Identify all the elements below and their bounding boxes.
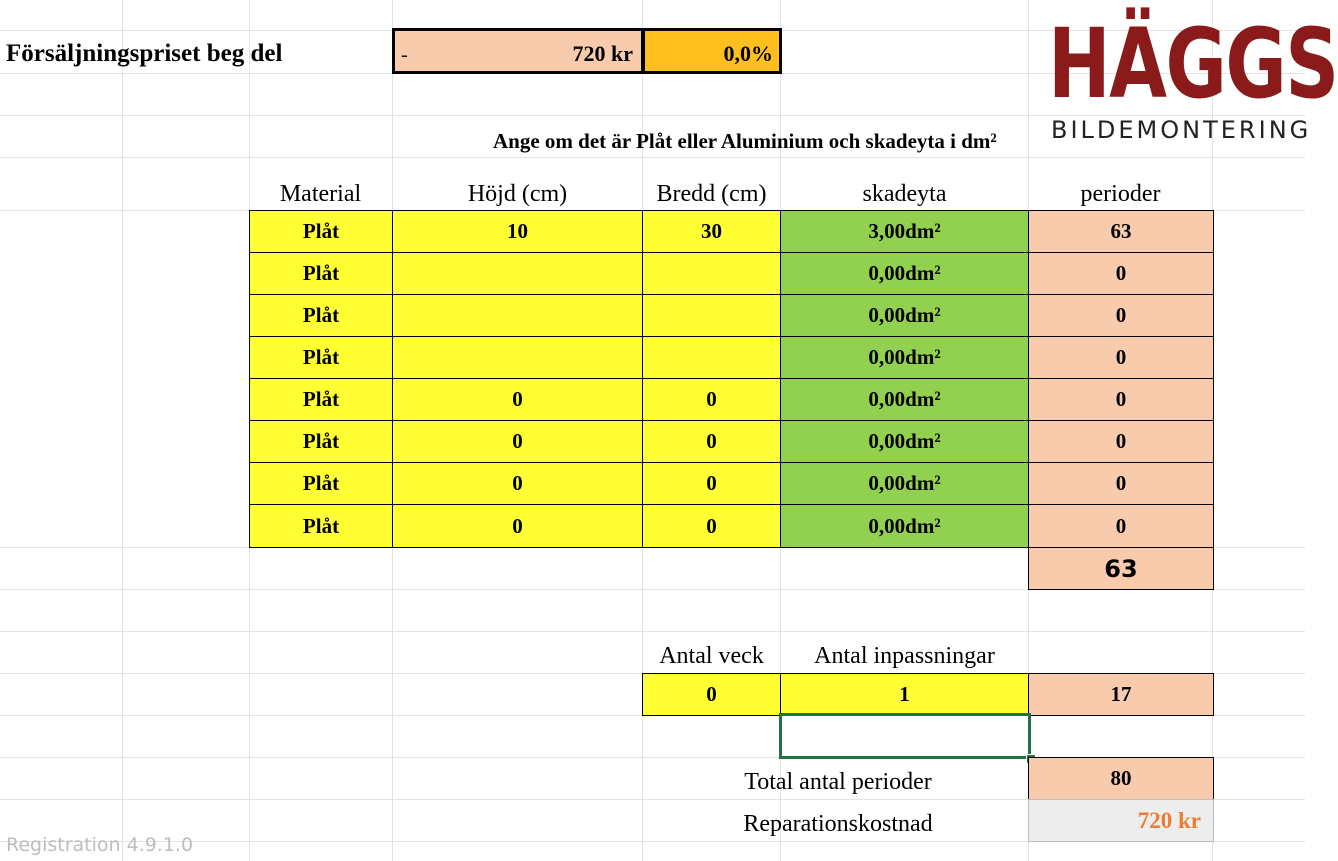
- perioder-cell: 0: [1028, 504, 1214, 548]
- haggs-logo: [1048, 8, 1338, 144]
- perioder-cell: 0: [1028, 252, 1214, 295]
- bredd-cell[interactable]: 0: [642, 504, 781, 548]
- perioder-cell: 0: [1028, 336, 1214, 379]
- price-value: 720 kr: [572, 41, 633, 66]
- skadeyta-cell: 0,00dm²: [780, 378, 1029, 421]
- bredd-cell[interactable]: 30: [642, 210, 781, 253]
- header-hojd: Höjd (cm): [467, 180, 568, 207]
- header-bredd: Bredd (cm): [656, 180, 767, 207]
- folds-perioder-cell: 17: [1028, 673, 1214, 716]
- bredd-cell[interactable]: 0: [642, 420, 781, 463]
- total-perioder-value: 80: [1028, 757, 1214, 800]
- bredd-cell[interactable]: 0: [642, 462, 781, 505]
- logo-subtitle: BILDEMONTERING: [1051, 116, 1312, 144]
- material-cell[interactable]: Plåt: [249, 252, 393, 295]
- logo-brand: HÄGGS: [1048, 8, 1338, 120]
- registration-version: Registration 4.9.1.0: [6, 834, 194, 856]
- price-prefix: -: [401, 44, 408, 66]
- skadeyta-cell: 0,00dm²: [780, 294, 1029, 337]
- bredd-cell[interactable]: 0: [642, 378, 781, 421]
- instruction-text: Ange om det är Plåt eller Aluminium och skadeyta i dm²: [493, 129, 997, 153]
- antal-veck-cell[interactable]: 0: [642, 673, 781, 716]
- hojd-cell[interactable]: 0: [392, 462, 643, 505]
- price-label: Försäljningspriset beg del: [6, 40, 283, 67]
- material-cell[interactable]: Plåt: [249, 462, 393, 505]
- perioder-cell: 0: [1028, 378, 1214, 421]
- bredd-cell[interactable]: [642, 294, 781, 337]
- hojd-cell[interactable]: [392, 336, 643, 379]
- total-perioder-label: Total antal perioder: [744, 768, 932, 795]
- skadeyta-cell: 0,00dm²: [780, 462, 1029, 505]
- perioder-cell: 0: [1028, 462, 1214, 505]
- material-cell[interactable]: Plåt: [249, 294, 393, 337]
- perioder-sum: 63: [1028, 547, 1214, 590]
- reparationskostnad-value: 720 kr: [1028, 799, 1214, 842]
- selected-cell[interactable]: [779, 713, 1031, 759]
- header-skadeyta: skadeyta: [862, 180, 947, 207]
- hojd-cell[interactable]: 10: [392, 210, 643, 253]
- antal-inpassningar-cell[interactable]: 1: [780, 673, 1029, 716]
- skadeyta-cell: 0,00dm²: [780, 504, 1029, 548]
- hojd-cell[interactable]: [392, 294, 643, 337]
- hojd-cell[interactable]: 0: [392, 378, 643, 421]
- perioder-cell: 0: [1028, 294, 1214, 337]
- reparationskostnad-label: Reparationskostnad: [743, 810, 933, 837]
- skadeyta-cell: 0,00dm²: [780, 252, 1029, 295]
- material-cell[interactable]: Plåt: [249, 336, 393, 379]
- header-material: Material: [279, 180, 362, 207]
- bredd-cell[interactable]: [642, 252, 781, 295]
- skadeyta-cell: 0,00dm²: [780, 420, 1029, 463]
- hojd-cell[interactable]: 0: [392, 420, 643, 463]
- price-cell[interactable]: [392, 28, 644, 74]
- material-cell[interactable]: Plåt: [249, 420, 393, 463]
- hojd-cell[interactable]: [392, 252, 643, 295]
- hojd-cell[interactable]: 0: [392, 504, 643, 548]
- header-perioder: perioder: [1080, 180, 1161, 207]
- material-cell[interactable]: Plåt: [249, 210, 393, 253]
- material-cell[interactable]: Plåt: [249, 504, 393, 548]
- material-cell[interactable]: Plåt: [249, 378, 393, 421]
- price-percent: 0,0%: [723, 41, 773, 66]
- skadeyta-cell: 0,00dm²: [780, 336, 1029, 379]
- bredd-cell[interactable]: [642, 336, 781, 379]
- price-percent-cell[interactable]: [642, 28, 782, 74]
- perioder-cell: 63: [1028, 210, 1214, 253]
- header-antal-veck: Antal veck: [659, 642, 764, 669]
- skadeyta-cell: 3,00dm²: [780, 210, 1029, 253]
- perioder-cell: 0: [1028, 420, 1214, 463]
- header-antal-inpassningar: Antal inpassningar: [814, 642, 995, 669]
